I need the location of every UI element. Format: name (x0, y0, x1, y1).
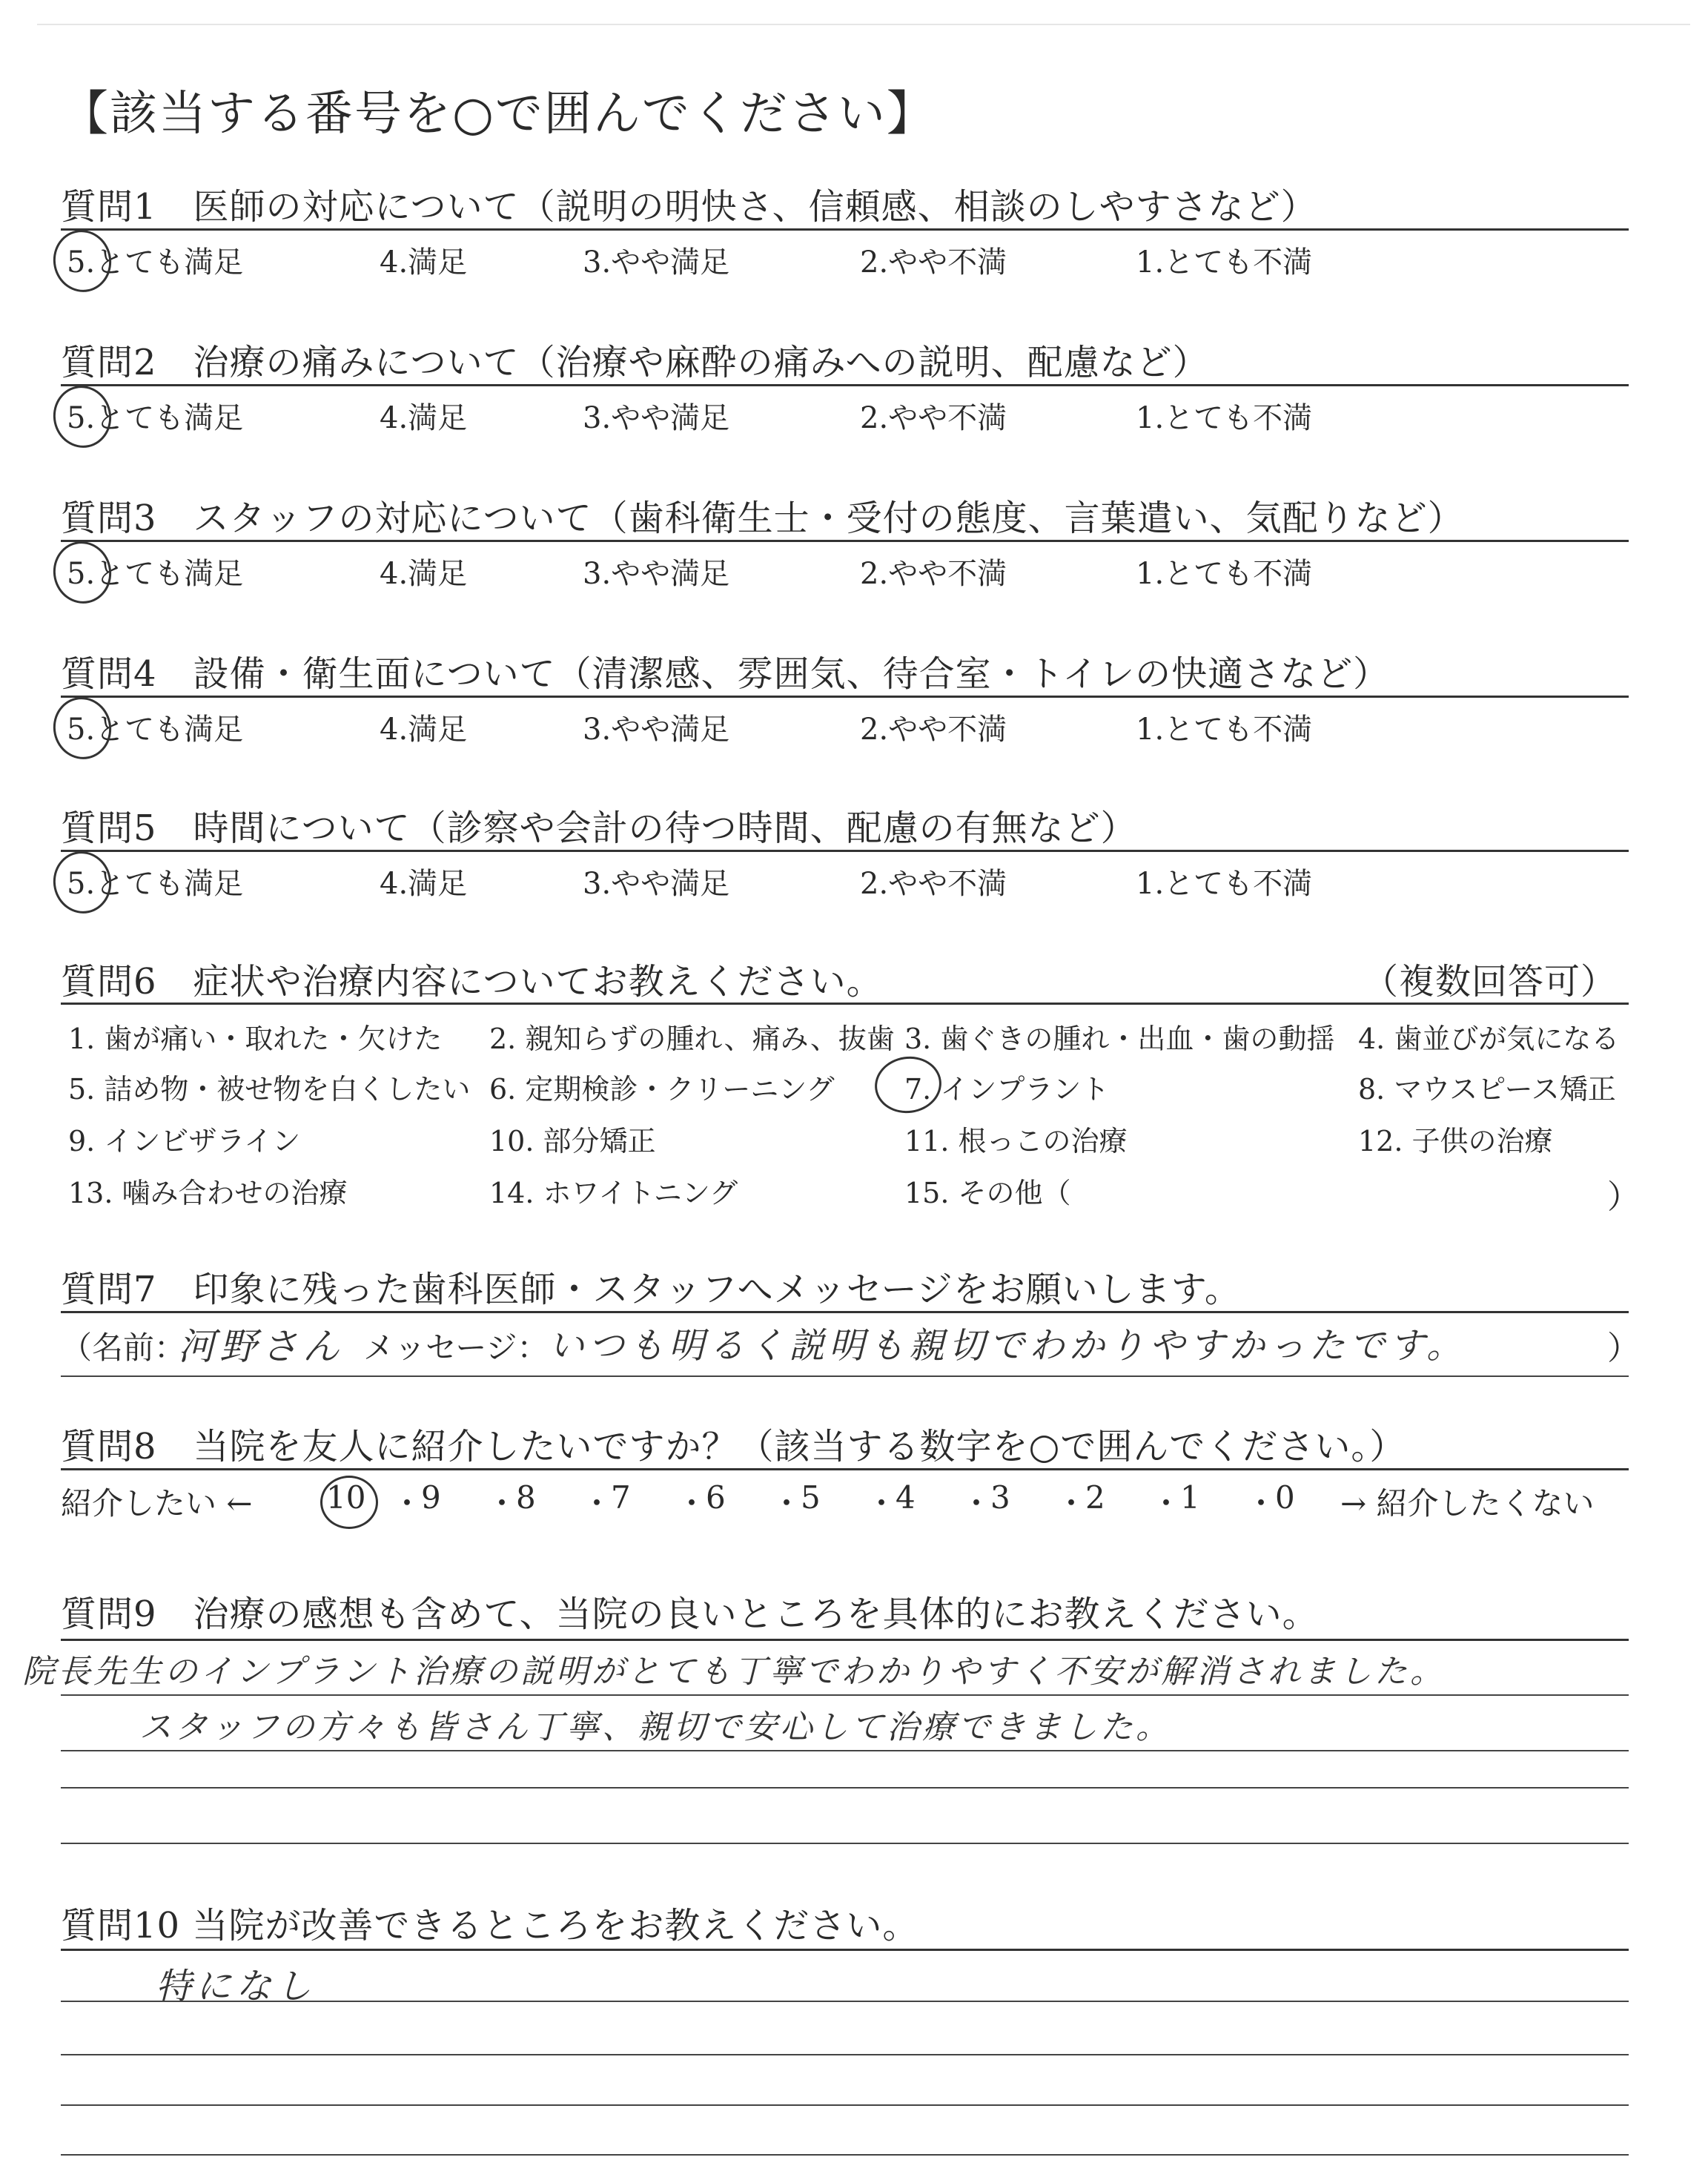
q8-separator-dot: ・ (771, 1485, 803, 1522)
q2-selected-circle (47, 380, 117, 453)
q7-rule (61, 1311, 1629, 1313)
q8-left-label: 紹介したい ← (61, 1485, 253, 1522)
q9-line-2 (61, 1694, 1629, 1696)
q1-option-3[interactable]: 3.やや満足 (583, 245, 730, 280)
q1-option-4[interactable]: 4.満足 (380, 245, 468, 280)
q8-value-2[interactable]: 2 (1085, 1479, 1105, 1516)
q6-option-10[interactable]: 10. 部分矯正 (489, 1125, 656, 1157)
q6-option-1[interactable]: 1. 歯が痛い・取れた・欠けた (68, 1023, 443, 1055)
q5-title: 質問5 時間について（診察や会計の待つ時間、配慮の有無など） (61, 807, 1137, 849)
q8-value-6[interactable]: 6 (706, 1479, 726, 1516)
q8-separator-dot: ・ (676, 1485, 708, 1522)
q8-value-9[interactable]: 9 (421, 1479, 441, 1516)
q8-separator-dot: ・ (961, 1485, 993, 1522)
q7-message-value[interactable]: いつも明るく説明も親切でわかりやすかったです。 (549, 1325, 1467, 1367)
q3-option-3[interactable]: 3.やや満足 (583, 557, 730, 591)
q8-value-4[interactable]: 4 (896, 1479, 916, 1516)
q5-option-1[interactable]: 1.とても不満 (1136, 867, 1313, 901)
q4-option-2[interactable]: 2.やや不満 (860, 713, 1007, 747)
q6-option-6[interactable]: 6. 定期検診・クリーニング (489, 1073, 835, 1106)
q6-option-11[interactable]: 11. 根っこの治療 (904, 1125, 1128, 1157)
q9-line-5 (61, 1843, 1629, 1844)
q3-option-5[interactable]: 5.とても満足 (67, 557, 244, 591)
q8-title: 質問8 当院を友人に紹介したいですか？（該当する数字を○で囲んでください。） (61, 1426, 1406, 1467)
q6-option-14[interactable]: 14. ホワイトニング (489, 1177, 738, 1209)
q1-title: 質問1 医師の対応について（説明の明快さ、信頼感、相談のしやすさなど） (61, 186, 1317, 228)
q9-line-3 (61, 1750, 1629, 1751)
q9-answer-line-2[interactable]: スタッフの方々も皆さん丁寧、親切で安心して治療できました。 (139, 1708, 1171, 1746)
q4-option-3[interactable]: 3.やや満足 (583, 713, 730, 747)
q4-rule (61, 696, 1629, 698)
q5-rule (61, 850, 1629, 852)
q4-option-1[interactable]: 1.とても不満 (1136, 713, 1313, 747)
q9-title: 質問9 治療の感想も含めて、当院の良いところを具体的にお教えください。 (61, 1593, 1319, 1635)
q8-value-8[interactable]: 8 (516, 1479, 536, 1516)
q2-option-3[interactable]: 3.やや満足 (583, 401, 730, 435)
q10-title: 質問10 当院が改善できるところをお教えください。 (61, 1905, 919, 1946)
q1-selected-circle (47, 225, 117, 297)
q3-rule (61, 540, 1629, 542)
q6-rule (61, 1003, 1629, 1005)
q5-option-2[interactable]: 2.やや不満 (860, 867, 1007, 901)
q6-option-9[interactable]: 9. インビザライン (68, 1125, 301, 1157)
q6-option-2[interactable]: 2. 親知らずの腫れ、痛み、抜歯 (489, 1023, 895, 1055)
q8-separator-dot: ・ (391, 1485, 423, 1522)
q5-option-5[interactable]: 5.とても満足 (67, 867, 244, 901)
q5-option-3[interactable]: 3.やや満足 (583, 867, 730, 901)
q8-separator-dot: ・ (1056, 1485, 1088, 1522)
q8-separator-dot: ・ (486, 1485, 518, 1522)
q2-option-1[interactable]: 1.とても不満 (1136, 401, 1313, 435)
q2-option-5[interactable]: 5.とても満足 (67, 401, 244, 435)
q2-title: 質問2 治療の痛みについて（治療や麻酔の痛みへの説明、配慮など） (61, 342, 1209, 383)
q3-option-1[interactable]: 1.とても不満 (1136, 557, 1313, 591)
q3-option-4[interactable]: 4.満足 (380, 557, 468, 591)
q6-option-3[interactable]: 3. 歯ぐきの腫れ・出血・歯の動揺 (904, 1023, 1335, 1055)
q5-selected-circle (47, 846, 117, 919)
q9-answer-line-1[interactable]: 院長先生のインプラント治療の説明がとても丁寧でわかりやすく不安が解消されました。 (22, 1653, 1446, 1691)
q9-line-4 (61, 1787, 1629, 1789)
q10-line-2 (61, 2001, 1629, 2002)
q6-option-4[interactable]: 4. 歯並びが気になる (1358, 1023, 1620, 1055)
q6-option-8[interactable]: 8. マウスピース矯正 (1358, 1073, 1616, 1106)
q4-option-4[interactable]: 4.満足 (380, 713, 468, 747)
q2-option-4[interactable]: 4.満足 (380, 401, 468, 435)
q8-value-0[interactable]: 0 (1275, 1479, 1295, 1516)
q6-option-7[interactable]: 7. インプラント (904, 1073, 1110, 1106)
q8-separator-dot: ・ (1151, 1485, 1182, 1522)
q8-separator-dot: ・ (1245, 1485, 1277, 1522)
q8-selected-circle (320, 1476, 378, 1529)
q6-option-15[interactable]: 15. その他（ (904, 1177, 1071, 1209)
q6-option-5[interactable]: 5. 詰め物・被せ物を白くしたい (68, 1073, 471, 1106)
q8-value-3[interactable]: 3 (990, 1479, 1010, 1516)
q7-message-label: メッセージ： (363, 1330, 549, 1366)
q7-title: 質問7 印象に残った歯科医師・スタッフへメッセージをお願いします。 (61, 1269, 1241, 1310)
q6-option-12[interactable]: 12. 子供の治療 (1358, 1125, 1553, 1157)
q8-value-10[interactable]: 10 (326, 1479, 366, 1516)
q9-rule (61, 1639, 1629, 1641)
q4-selected-circle (47, 692, 117, 764)
form-header: 【該当する番号を○で囲んでください】 (61, 87, 936, 142)
q3-option-2[interactable]: 2.やや不満 (860, 557, 1007, 591)
q1-option-1[interactable]: 1.とても不満 (1136, 245, 1313, 280)
q4-title: 質問4 設備・衛生面について（清潔感、雰囲気、待合室・トイレの快適さなど） (61, 653, 1390, 695)
q7-name-label: （名前： (61, 1330, 186, 1366)
q6-note: （複数回答可） (1363, 961, 1618, 1003)
q3-title: 質問3 スタッフの対応について（歯科衛生士・受付の態度、言葉遣い、気配りなど） (61, 498, 1464, 539)
q8-value-7[interactable]: 7 (611, 1479, 631, 1516)
q8-value-1[interactable]: 1 (1180, 1479, 1200, 1516)
q6-option-13[interactable]: 13. 噛み合わせの治療 (68, 1177, 348, 1209)
q2-rule (61, 384, 1629, 386)
q7-close-paren: ） (1607, 1330, 1640, 1367)
q1-rule (61, 228, 1629, 231)
q10-line-5 (61, 2154, 1629, 2156)
q8-separator-dot: ・ (581, 1485, 613, 1522)
q8-separator-dot: ・ (866, 1485, 898, 1522)
q3-selected-circle (47, 536, 117, 609)
q5-option-4[interactable]: 4.満足 (380, 867, 468, 901)
q10-line-3 (61, 2054, 1629, 2055)
top-border (37, 24, 1690, 25)
q4-option-5[interactable]: 5.とても満足 (67, 713, 244, 747)
q7-name-value[interactable]: 河野さん (178, 1325, 344, 1368)
q6-title: 質問6 症状や治療内容についてお教えください。 (61, 961, 883, 1003)
q8-value-5[interactable]: 5 (801, 1479, 821, 1516)
q1-option-2[interactable]: 2.やや不満 (860, 245, 1007, 280)
q10-line-4 (61, 2104, 1629, 2106)
q2-option-2[interactable]: 2.やや不満 (860, 401, 1007, 435)
q1-option-5[interactable]: 5.とても満足 (67, 245, 244, 280)
q6-selected-circle (871, 1052, 945, 1117)
q6-option-16[interactable]: ） (1607, 1178, 1640, 1216)
q8-rule (61, 1468, 1629, 1470)
q7-answer-rule (61, 1375, 1629, 1377)
q10-answer[interactable]: 特になし (156, 1966, 317, 2007)
q8-right-label: → 紹介したくない (1340, 1485, 1595, 1522)
q10-rule (61, 1949, 1629, 1951)
